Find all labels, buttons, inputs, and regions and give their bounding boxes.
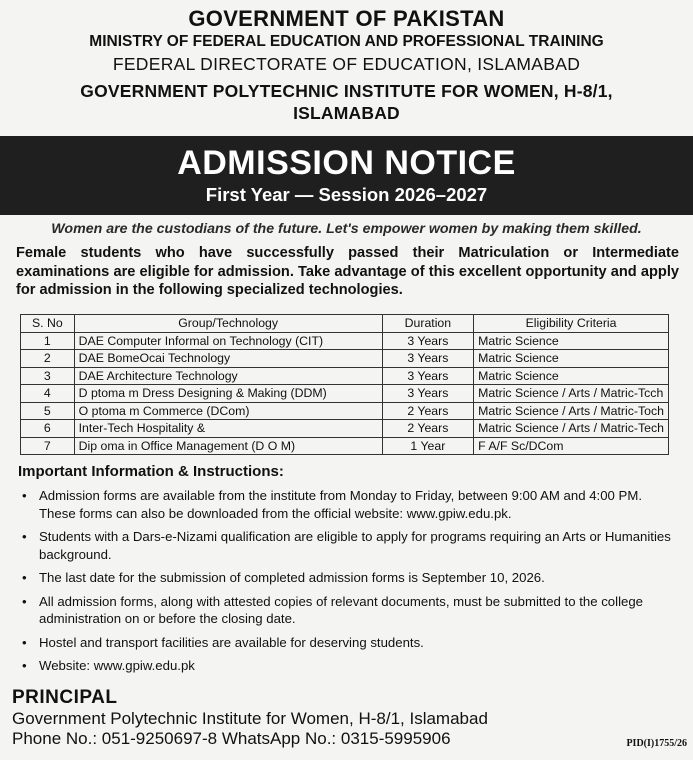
institute-title-line2: ISLAMABAD <box>293 103 400 123</box>
cell-technology: O ptoma m Commerce (DCom) <box>74 402 382 420</box>
instruction-text: Admission forms are available from the institute from Monday to Friday, between 9:00 AM and 4:00 PM. These forms can also be downloaded from the official website: www.gpiw.edu.pk. <box>39 488 642 521</box>
header-sno: S. No <box>21 315 75 333</box>
pid-number: PID(I)1755/26 <box>626 738 687 749</box>
cell-sno: 7 <box>21 437 75 455</box>
cell-duration: 2 Years <box>382 402 473 420</box>
institute-title-line1: GOVERNMENT POLYTECHNIC INSTITUTE FOR WOMEN, H-8/1, <box>80 81 613 101</box>
institute-address: Government Polytechnic Institute for Women, H-8/1, Islamabad <box>12 709 488 728</box>
instruction-text: Hostel and transport facilities are available for deserving students. <box>39 634 424 650</box>
cell-sno: 2 <box>21 350 75 368</box>
cell-eligibility: Matric Science <box>474 332 669 350</box>
table-row <box>21 332 669 350</box>
table-row <box>21 367 669 385</box>
ministry-title: MINISTRY OF FEDERAL EDUCATION AND PROFESSIONAL TRAINING <box>89 33 604 50</box>
cell-sno: 5 <box>21 402 75 420</box>
table-header-row <box>21 315 669 333</box>
cell-technology: Dip oma in Office Management (D O M) <box>74 437 382 455</box>
session-subtitle: First Year — Session 2026–2027 <box>205 184 488 205</box>
bullet-icon: • <box>22 634 27 650</box>
bullet-icon: • <box>22 488 27 503</box>
instruction-text: The last date for the submission of completed admission forms is September 10, 2026. <box>39 570 545 585</box>
cell-eligibility: F A/F Sc/DCom <box>474 437 669 455</box>
instructions-list <box>22 487 682 681</box>
cell-eligibility: Matric Science <box>474 367 669 385</box>
cell-eligibility: Matric Science / Arts / Matric-Tcch <box>474 385 669 403</box>
cell-duration: 3 Years <box>382 385 473 403</box>
table-row <box>21 385 669 403</box>
cell-duration: 3 Years <box>382 350 473 368</box>
instruction-text: Students with a Dars-e-Nizami qualification are eligible to apply for programs requiring an Arts or Humanities background. <box>39 529 671 562</box>
instruction-text: Website: www.gpiw.edu.pk <box>39 658 195 673</box>
admission-banner <box>0 136 693 215</box>
table-row <box>21 420 669 438</box>
cell-technology: DAE Computer Informal on Technology (CIT) <box>74 332 382 350</box>
list-item <box>22 569 682 587</box>
header-technology: Group/Technology <box>74 315 382 333</box>
cell-technology: DAE BomeOcai Technology <box>74 350 382 368</box>
notice-title: ADMISSION NOTICE <box>177 144 516 182</box>
list-item <box>22 634 682 652</box>
cell-technology: DAE Architecture Technology <box>74 367 382 385</box>
instruction-text: All admission forms, along with attested copies of relevant documents, must be submitted to the college administration on or before the closing date. <box>39 593 644 626</box>
cell-technology: Inter-Tech Hospitality & <box>74 420 382 438</box>
bullet-icon: • <box>22 529 27 544</box>
cell-technology: D ptoma m Dress Designing & Making (DDM) <box>74 385 382 403</box>
header-duration: Duration <box>382 315 473 333</box>
instructions-heading: Important Information & Instructions: <box>18 463 284 480</box>
cell-eligibility: Matric Science / Arts / Matric-Toch <box>474 402 669 420</box>
cell-duration: 3 Years <box>382 367 473 385</box>
cell-duration: 1 Year <box>382 437 473 455</box>
table-row <box>21 350 669 368</box>
cell-sno: 4 <box>21 385 75 403</box>
list-item <box>22 657 682 675</box>
list-item <box>22 487 682 522</box>
header-eligibility: Eligibility Criteria <box>474 315 669 333</box>
table-row <box>21 402 669 420</box>
contact-numbers: Phone No.: 051-9250697-8 WhatsApp No.: 0315-5995906 <box>12 729 451 748</box>
cell-duration: 3 Years <box>382 332 473 350</box>
institute-title <box>0 80 693 124</box>
cell-sno: 1 <box>21 332 75 350</box>
cell-eligibility: Matric Science / Arts / Matric-Tech <box>474 420 669 438</box>
intro-paragraph: Female students who have successfully passed their Matriculation or Intermediate examinations are eligible for admission. Take advantage of this excellent opportunity and apply for admission in the following specialized technologies. <box>16 245 679 298</box>
principal-title: PRINCIPAL <box>12 687 118 708</box>
cell-sno: 3 <box>21 367 75 385</box>
cell-eligibility: Matric Science <box>474 350 669 368</box>
cell-duration: 2 Years <box>382 420 473 438</box>
cell-sno: 6 <box>21 420 75 438</box>
tagline: Women are the custodians of the future. Let's empower women by making them skilled. <box>51 221 642 237</box>
bullet-icon: • <box>22 593 27 609</box>
bullet-icon: • <box>22 570 27 585</box>
programs-table <box>20 314 669 455</box>
table-row <box>21 437 669 455</box>
directorate-title: FEDERAL DIRECTORATE OF EDUCATION, ISLAMABAD <box>112 54 581 74</box>
list-item <box>22 593 682 628</box>
government-title: GOVERNMENT OF PAKISTAN <box>188 6 505 31</box>
list-item <box>22 528 682 563</box>
bullet-icon: • <box>22 658 27 673</box>
